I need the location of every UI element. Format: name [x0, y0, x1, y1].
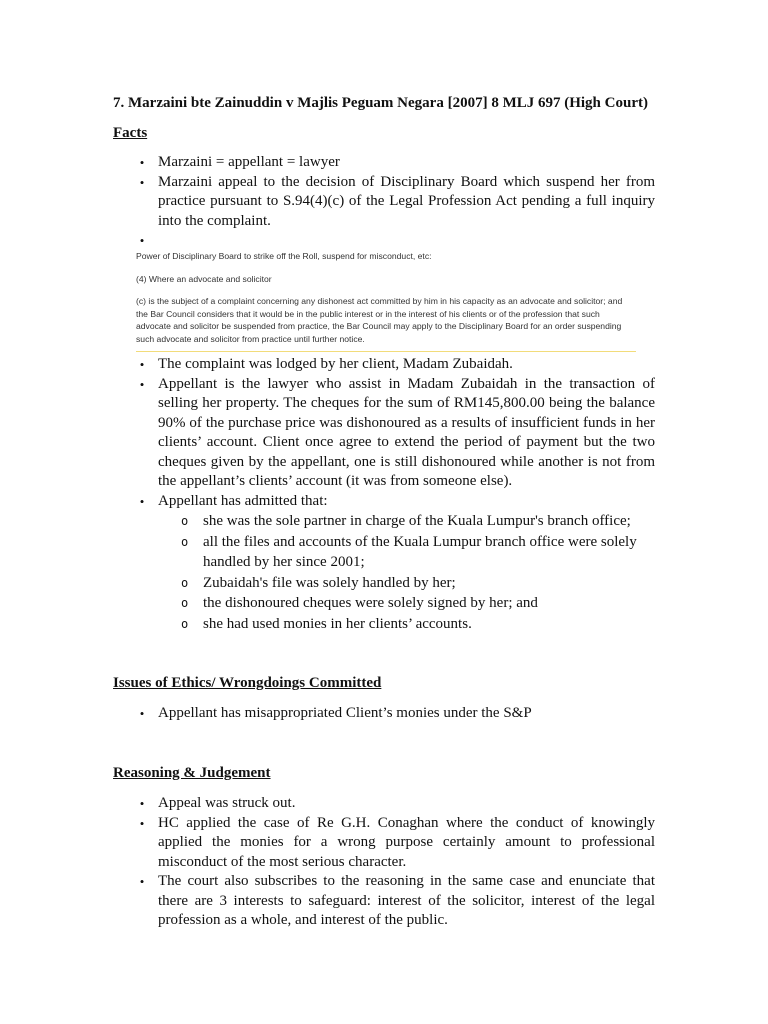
admission-text: she was the sole partner in charge of the Kuala Lumpur's branch office;	[203, 513, 631, 529]
list-item	[113, 492, 655, 512]
reasoning-heading: Reasoning & Judgement	[113, 765, 271, 781]
fact-text: Marzaini = appellant = lawyer	[158, 154, 340, 170]
reasoning-list	[113, 794, 655, 931]
statute-paragraph: (c) is the subject of a complaint concerning any dishonest act committed by him in his capacity as an advocate and solicitor; and the Bar Council considers that it would be in the public interest or in the interest of his clients or of the profession that such advocate and solicitor be suspended from practice, the Bar Council may apply to the Disciplinary Board for an order suspending such advocate and solicitor from practice until further notice.	[136, 296, 623, 344]
list-item	[113, 532, 655, 573]
statute-excerpt	[136, 250, 636, 346]
bullet-icon: •	[139, 174, 145, 190]
fact-text: Appellant is the lawyer who assist in Madam Zubaidah in the transaction of selling her property. The cheques for the sum of RM145,800.00 being the balance 90% of the purchase price was dishonoured as a results of insufficient funds in her clients’ account. Client once agree to extend the period of payment but the two cheques given by the appellant, one is still dishonoured while another is not from the appellant’s clients’ account (it was from someone else).	[158, 375, 655, 489]
sub-bullet-icon: o	[181, 514, 189, 528]
facts-list-top	[113, 153, 655, 248]
bullet-icon: •	[139, 376, 145, 392]
list-item	[113, 355, 655, 375]
excerpt-underline	[136, 351, 636, 352]
list-item	[113, 375, 655, 492]
list-item	[113, 573, 655, 594]
facts-heading: Facts	[113, 125, 148, 141]
list-item	[113, 794, 655, 814]
bullet-icon: •	[139, 155, 145, 170]
admission-text: Zubaidah's file was solely handled by her;	[203, 574, 456, 591]
statute-subsection: (4) Where an advocate and solicitor	[136, 273, 272, 284]
admissions-list	[113, 511, 655, 634]
bullet-icon: •	[139, 706, 145, 721]
reasoning-text: HC applied the case of Re G.H. Conaghan where the conduct of knowingly applied the monies for a wrong purpose certainly amount to professional misconduct of the most serious character.	[158, 814, 655, 870]
list-item	[113, 814, 655, 873]
bullet-icon: •	[139, 815, 145, 831]
sub-bullet-icon: o	[181, 575, 189, 590]
bullet-icon: •	[139, 493, 145, 509]
list-item	[113, 614, 655, 635]
issue-text: Appellant has misappropriated Client’s monies under the S&P	[158, 705, 532, 721]
list-item	[113, 173, 655, 232]
case-title: 7. Marzaini bte Zainuddin v Majlis Peguam Negara [2007] 8 MLJ 697 (High Court)	[113, 95, 648, 111]
bullet-icon: •	[139, 874, 145, 889]
sub-bullet-icon: o	[181, 534, 189, 549]
admission-text: the dishonoured cheques were solely signed by her; and	[203, 595, 538, 611]
admission-text: all the files and accounts of the Kuala Lumpur branch office were solely handled by her since 2001;	[203, 533, 637, 570]
statute-heading: Power of Disciplinary Board to strike off the Roll, suspend for misconduct, etc:	[136, 251, 432, 261]
bullet-icon: •	[139, 796, 145, 811]
list-item	[113, 872, 655, 931]
facts-list-bottom	[113, 355, 655, 634]
list-item	[113, 153, 655, 173]
issues-list	[113, 704, 655, 724]
fact-text: Marzaini appeal to the decision of Disciplinary Board which suspend her from practice pursuant to S.94(4)(c) of the Legal Profession Act pending a full inquiry into the complaint.	[158, 173, 655, 229]
list-item	[113, 704, 655, 724]
reasoning-text: The court also subscribes to the reasoning in the same case and enunciate that there are 3 interests to safeguard: interest of the solicitor, interest of the legal profession as a whole, and interest of the public.	[158, 873, 655, 928]
list-item	[113, 511, 655, 532]
list-item	[113, 593, 655, 614]
bullet-icon: •	[139, 233, 145, 248]
fact-text: The complaint was lodged by her client, Madam Zubaidah.	[158, 356, 513, 372]
bullet-icon: •	[139, 357, 145, 372]
sub-bullet-icon: o	[181, 596, 189, 610]
fact-text: Appellant has admitted that:	[158, 492, 328, 509]
reasoning-text: Appeal was struck out.	[158, 795, 296, 811]
admission-text: she had used monies in her clients’ accounts.	[203, 615, 472, 632]
sub-bullet-icon: o	[181, 616, 189, 631]
issues-heading: Issues of Ethics/ Wrongdoings Committed	[113, 675, 382, 691]
